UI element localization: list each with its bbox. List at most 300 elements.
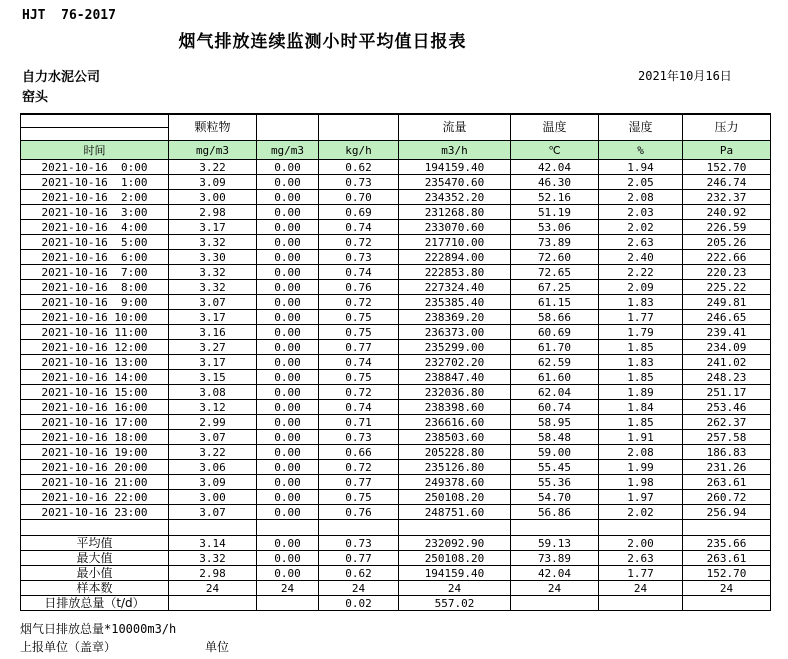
cell: 262.37 <box>683 415 771 430</box>
cell: 205228.80 <box>399 445 511 460</box>
cell: 61.70 <box>511 340 599 355</box>
cell: 231268.80 <box>399 205 511 220</box>
cell: 3.32 <box>169 551 257 566</box>
cell: 0.75 <box>319 310 399 325</box>
cell <box>599 520 683 536</box>
cell: 0.73 <box>319 250 399 265</box>
cell <box>21 114 169 128</box>
cell: 72.60 <box>511 250 599 265</box>
cell: 2021-10-16 13:00 <box>21 355 169 370</box>
unit-header-cell: % <box>599 141 683 160</box>
cell: 2021-10-16 15:00 <box>21 385 169 400</box>
cell: 2021-10-16 23:00 <box>21 505 169 520</box>
cell: 日排放总量（t/d） <box>21 596 169 611</box>
table-row <box>21 475 771 490</box>
cell: 2.08 <box>599 190 683 205</box>
cell: 平均值 <box>21 536 169 551</box>
cell: 235126.80 <box>399 460 511 475</box>
cell: 263.61 <box>683 551 771 566</box>
cell: 42.04 <box>511 566 599 581</box>
cell: 2.08 <box>599 445 683 460</box>
group-header-cell <box>319 114 399 141</box>
cell: 58.95 <box>511 415 599 430</box>
cell: 238398.60 <box>399 400 511 415</box>
summary-row <box>21 566 771 581</box>
cell: 3.09 <box>169 475 257 490</box>
cell: 0.72 <box>319 235 399 250</box>
table-row <box>21 340 771 355</box>
cell: 227324.40 <box>399 280 511 295</box>
table-row <box>21 220 771 235</box>
cell: 2.22 <box>599 265 683 280</box>
cell: 0.00 <box>257 430 319 445</box>
cell: 0.73 <box>319 536 399 551</box>
cell: 2021-10-16 11:00 <box>21 325 169 340</box>
cell: 24 <box>169 581 257 596</box>
cell <box>599 596 683 611</box>
cell: 186.83 <box>683 445 771 460</box>
cell: 55.36 <box>511 475 599 490</box>
cell: 235470.60 <box>399 175 511 190</box>
cell: 2021-10-16 10:00 <box>21 310 169 325</box>
cell: 3.12 <box>169 400 257 415</box>
table-row <box>21 190 771 205</box>
cell: 1.94 <box>599 160 683 175</box>
cell: 0.73 <box>319 430 399 445</box>
cell: 235.66 <box>683 536 771 551</box>
cell: 235299.00 <box>399 340 511 355</box>
cell: 2021-10-16 19:00 <box>21 445 169 460</box>
cell: 0.00 <box>257 400 319 415</box>
cell: 54.70 <box>511 490 599 505</box>
cell: 0.74 <box>319 355 399 370</box>
unit-label: 单位 <box>205 640 230 654</box>
reporting-unit-seal-label: 上报单位（盖章） <box>20 640 117 654</box>
cell: 0.00 <box>257 355 319 370</box>
cell: 2.00 <box>599 536 683 551</box>
cell: 238503.60 <box>399 430 511 445</box>
cell: 1.77 <box>599 310 683 325</box>
unit-header-cell: mg/m3 <box>257 141 319 160</box>
unit-header-cell: m3/h <box>399 141 511 160</box>
cell: 73.89 <box>511 235 599 250</box>
table-row <box>21 175 771 190</box>
cell: 0.76 <box>319 280 399 295</box>
cell: 2021-10-16 4:00 <box>21 220 169 235</box>
cell: 42.04 <box>511 160 599 175</box>
cell: 194159.40 <box>399 566 511 581</box>
group-header-cell: 温度 <box>511 114 599 141</box>
cell: 61.60 <box>511 370 599 385</box>
flow-total-footnote: 烟气日排放总量*10000m3/h <box>20 622 177 636</box>
table-body <box>21 160 771 611</box>
table-row <box>21 430 771 445</box>
cell: 最小值 <box>21 566 169 581</box>
cell: 2.02 <box>599 220 683 235</box>
cell: 2021-10-16 21:00 <box>21 475 169 490</box>
cell: 0.74 <box>319 220 399 235</box>
table-row <box>21 370 771 385</box>
cell <box>257 596 319 611</box>
cell: 0.72 <box>319 295 399 310</box>
cell: 样本数 <box>21 581 169 596</box>
cell: 3.17 <box>169 220 257 235</box>
cell: 46.30 <box>511 175 599 190</box>
cell <box>511 596 599 611</box>
cell: 1.97 <box>599 490 683 505</box>
cell: 557.02 <box>399 596 511 611</box>
cell: 234.09 <box>683 340 771 355</box>
cell: 2.09 <box>599 280 683 295</box>
cell: 2021-10-16 6:00 <box>21 250 169 265</box>
cell: 60.74 <box>511 400 599 415</box>
cell: 0.02 <box>319 596 399 611</box>
cell: 2.03 <box>599 205 683 220</box>
cell: 0.66 <box>319 445 399 460</box>
cell: 3.16 <box>169 325 257 340</box>
cell: 2021-10-16 20:00 <box>21 460 169 475</box>
cell: 0.00 <box>257 505 319 520</box>
cell: 250108.20 <box>399 490 511 505</box>
cell: 0.77 <box>319 475 399 490</box>
cell: 0.00 <box>257 175 319 190</box>
cell: 2.98 <box>169 566 257 581</box>
cell: 0.74 <box>319 400 399 415</box>
cell: 1.84 <box>599 400 683 415</box>
cell: 234352.20 <box>399 190 511 205</box>
cell: 24 <box>399 581 511 596</box>
cell: 0.72 <box>319 460 399 475</box>
cell: 152.70 <box>683 160 771 175</box>
cell: 3.27 <box>169 340 257 355</box>
monitoring-point-label: 窑头 <box>22 90 49 105</box>
cell: 3.06 <box>169 460 257 475</box>
cell <box>21 520 169 536</box>
monitoring-data-table <box>20 113 771 611</box>
cell <box>169 596 257 611</box>
cell: 249.81 <box>683 295 771 310</box>
cell: 2021-10-16 8:00 <box>21 280 169 295</box>
cell: 24 <box>683 581 771 596</box>
cell: 0.00 <box>257 325 319 340</box>
cell: 0.77 <box>319 340 399 355</box>
cell: 1.89 <box>599 385 683 400</box>
cell: 0.00 <box>257 265 319 280</box>
cell: 217710.00 <box>399 235 511 250</box>
cell: 2.63 <box>599 551 683 566</box>
cell: 51.19 <box>511 205 599 220</box>
table-row <box>21 400 771 415</box>
cell: 62.59 <box>511 355 599 370</box>
cell: 1.85 <box>599 340 683 355</box>
cell: 222894.00 <box>399 250 511 265</box>
cell: 246.74 <box>683 175 771 190</box>
cell: 1.85 <box>599 370 683 385</box>
cell: 2021-10-16 22:00 <box>21 490 169 505</box>
unit-header-cell: mg/m3 <box>169 141 257 160</box>
cell: 24 <box>511 581 599 596</box>
cell: 1.77 <box>599 566 683 581</box>
table-row <box>21 460 771 475</box>
cell: 2.63 <box>599 235 683 250</box>
table-row <box>21 160 771 175</box>
cell: 2021-10-16 2:00 <box>21 190 169 205</box>
cell: 236616.60 <box>399 415 511 430</box>
cell: 0.00 <box>257 220 319 235</box>
cell: 24 <box>319 581 399 596</box>
page-title: 烟气排放连续监测小时平均值日报表 <box>178 32 467 52</box>
cell: 0.62 <box>319 566 399 581</box>
cell: 0.75 <box>319 325 399 340</box>
cell: 72.65 <box>511 265 599 280</box>
cell: 231.26 <box>683 460 771 475</box>
table-row <box>21 310 771 325</box>
cell: 73.89 <box>511 551 599 566</box>
cell: 58.66 <box>511 310 599 325</box>
summary-row <box>21 551 771 566</box>
cell: 3.00 <box>169 490 257 505</box>
cell: 59.00 <box>511 445 599 460</box>
cell: 1.85 <box>599 415 683 430</box>
cell: 0.00 <box>257 460 319 475</box>
cell <box>683 520 771 536</box>
cell: 226.59 <box>683 220 771 235</box>
cell: 0.69 <box>319 205 399 220</box>
cell <box>257 520 319 536</box>
table-row <box>21 355 771 370</box>
unit-header-cell: kg/h <box>319 141 399 160</box>
table-row <box>21 235 771 250</box>
cell: 3.09 <box>169 175 257 190</box>
company-name: 自力水泥公司 <box>22 70 101 85</box>
cell: 0.00 <box>257 280 319 295</box>
cell: 67.25 <box>511 280 599 295</box>
cell: 253.46 <box>683 400 771 415</box>
cell: 248.23 <box>683 370 771 385</box>
cell: 2021-10-16 1:00 <box>21 175 169 190</box>
cell: 3.07 <box>169 295 257 310</box>
summary-row <box>21 581 771 596</box>
cell: 194159.40 <box>399 160 511 175</box>
standard-number: HJT 76-2017 <box>22 8 116 23</box>
cell: 0.00 <box>257 490 319 505</box>
cell: 3.22 <box>169 445 257 460</box>
cell: 2021-10-16 7:00 <box>21 265 169 280</box>
cell: 1.99 <box>599 460 683 475</box>
cell: 232036.80 <box>399 385 511 400</box>
cell: 3.17 <box>169 355 257 370</box>
unit-header-cell: Pa <box>683 141 771 160</box>
cell: 232092.90 <box>399 536 511 551</box>
cell: 1.91 <box>599 430 683 445</box>
cell: 0.72 <box>319 385 399 400</box>
table-row <box>21 280 771 295</box>
cell: 24 <box>599 581 683 596</box>
cell: 3.07 <box>169 505 257 520</box>
unit-header-cell: 时间 <box>21 141 169 160</box>
cell <box>511 520 599 536</box>
spacer-row <box>21 520 771 536</box>
group-header-row <box>21 114 771 128</box>
cell: 55.45 <box>511 460 599 475</box>
cell: 0.00 <box>257 160 319 175</box>
cell: 239.41 <box>683 325 771 340</box>
cell: 251.17 <box>683 385 771 400</box>
cell: 250108.20 <box>399 551 511 566</box>
cell: 2021-10-16 18:00 <box>21 430 169 445</box>
cell: 257.58 <box>683 430 771 445</box>
cell: 2.02 <box>599 505 683 520</box>
cell: 2021-10-16 3:00 <box>21 205 169 220</box>
cell <box>21 128 169 141</box>
cell: 62.04 <box>511 385 599 400</box>
cell: 222.66 <box>683 250 771 265</box>
cell: 1.79 <box>599 325 683 340</box>
cell: 2.98 <box>169 205 257 220</box>
table-row <box>21 415 771 430</box>
cell: 最大值 <box>21 551 169 566</box>
cell: 0.00 <box>257 340 319 355</box>
cell: 232.37 <box>683 190 771 205</box>
cell: 238369.20 <box>399 310 511 325</box>
cell: 24 <box>257 581 319 596</box>
cell: 53.06 <box>511 220 599 235</box>
cell: 152.70 <box>683 566 771 581</box>
cell: 249378.60 <box>399 475 511 490</box>
cell: 1.83 <box>599 355 683 370</box>
group-header-cell <box>257 114 319 141</box>
cell: 59.13 <box>511 536 599 551</box>
table-row <box>21 445 771 460</box>
cell: 0.73 <box>319 175 399 190</box>
cell: 0.00 <box>257 415 319 430</box>
cell: 0.76 <box>319 505 399 520</box>
cell: 241.02 <box>683 355 771 370</box>
cell: 220.23 <box>683 265 771 280</box>
cell: 263.61 <box>683 475 771 490</box>
cell: 3.30 <box>169 250 257 265</box>
cell: 2021-10-16 9:00 <box>21 295 169 310</box>
cell: 2021-10-16 14:00 <box>21 370 169 385</box>
cell: 2.05 <box>599 175 683 190</box>
group-header-cell: 颗粒物 <box>169 114 257 141</box>
group-header-cell: 湿度 <box>599 114 683 141</box>
cell: 246.65 <box>683 310 771 325</box>
cell: 0.00 <box>257 190 319 205</box>
cell: 2021-10-16 17:00 <box>21 415 169 430</box>
cell: 3.15 <box>169 370 257 385</box>
group-header-cell: 流量 <box>399 114 511 141</box>
cell: 1.98 <box>599 475 683 490</box>
cell: 0.00 <box>257 370 319 385</box>
cell: 0.00 <box>257 385 319 400</box>
table-row <box>21 505 771 520</box>
cell: 2021-10-16 12:00 <box>21 340 169 355</box>
cell: 0.62 <box>319 160 399 175</box>
cell: 60.69 <box>511 325 599 340</box>
cell: 235385.40 <box>399 295 511 310</box>
table-row <box>21 325 771 340</box>
cell: 0.00 <box>257 566 319 581</box>
cell: 232702.20 <box>399 355 511 370</box>
table-row <box>21 250 771 265</box>
cell: 236373.00 <box>399 325 511 340</box>
cell: 3.17 <box>169 310 257 325</box>
cell: 3.00 <box>169 190 257 205</box>
cell: 0.00 <box>257 235 319 250</box>
cell: 3.08 <box>169 385 257 400</box>
cell: 58.48 <box>511 430 599 445</box>
cell: 256.94 <box>683 505 771 520</box>
table-row <box>21 490 771 505</box>
cell: 1.83 <box>599 295 683 310</box>
cell: 240.92 <box>683 205 771 220</box>
cell: 0.71 <box>319 415 399 430</box>
cell: 2021-10-16 0:00 <box>21 160 169 175</box>
summary-row <box>21 596 771 611</box>
table-row <box>21 205 771 220</box>
cell: 260.72 <box>683 490 771 505</box>
unit-header-cell: ℃ <box>511 141 599 160</box>
cell <box>319 520 399 536</box>
report-date: 2021年10月16日 <box>638 69 732 83</box>
summary-row <box>21 536 771 551</box>
cell: 56.86 <box>511 505 599 520</box>
cell: 0.00 <box>257 205 319 220</box>
cell: 3.07 <box>169 430 257 445</box>
cell: 2.40 <box>599 250 683 265</box>
cell: 0.00 <box>257 250 319 265</box>
cell: 0.00 <box>257 551 319 566</box>
cell: 3.22 <box>169 160 257 175</box>
cell: 222853.80 <box>399 265 511 280</box>
cell: 3.32 <box>169 235 257 250</box>
cell: 0.00 <box>257 475 319 490</box>
cell: 0.00 <box>257 295 319 310</box>
cell <box>169 520 257 536</box>
group-header-cell: 压力 <box>683 114 771 141</box>
cell: 61.15 <box>511 295 599 310</box>
cell: 2.99 <box>169 415 257 430</box>
cell: 0.77 <box>319 551 399 566</box>
cell: 2021-10-16 16:00 <box>21 400 169 415</box>
cell: 0.74 <box>319 265 399 280</box>
cell: 0.70 <box>319 190 399 205</box>
cell: 0.00 <box>257 310 319 325</box>
unit-header-row <box>21 141 771 160</box>
cell: 0.75 <box>319 370 399 385</box>
cell: 238847.40 <box>399 370 511 385</box>
cell <box>683 596 771 611</box>
cell: 248751.60 <box>399 505 511 520</box>
cell: 2021-10-16 5:00 <box>21 235 169 250</box>
table-header <box>21 114 771 160</box>
table-row <box>21 385 771 400</box>
cell: 52.16 <box>511 190 599 205</box>
cell: 3.32 <box>169 280 257 295</box>
cell: 233070.60 <box>399 220 511 235</box>
cell <box>399 520 511 536</box>
cell: 225.22 <box>683 280 771 295</box>
cell: 3.14 <box>169 536 257 551</box>
table-row <box>21 265 771 280</box>
cell: 0.75 <box>319 490 399 505</box>
cell: 0.00 <box>257 445 319 460</box>
table-row <box>21 295 771 310</box>
cell: 205.26 <box>683 235 771 250</box>
cell: 3.32 <box>169 265 257 280</box>
cell: 0.00 <box>257 536 319 551</box>
